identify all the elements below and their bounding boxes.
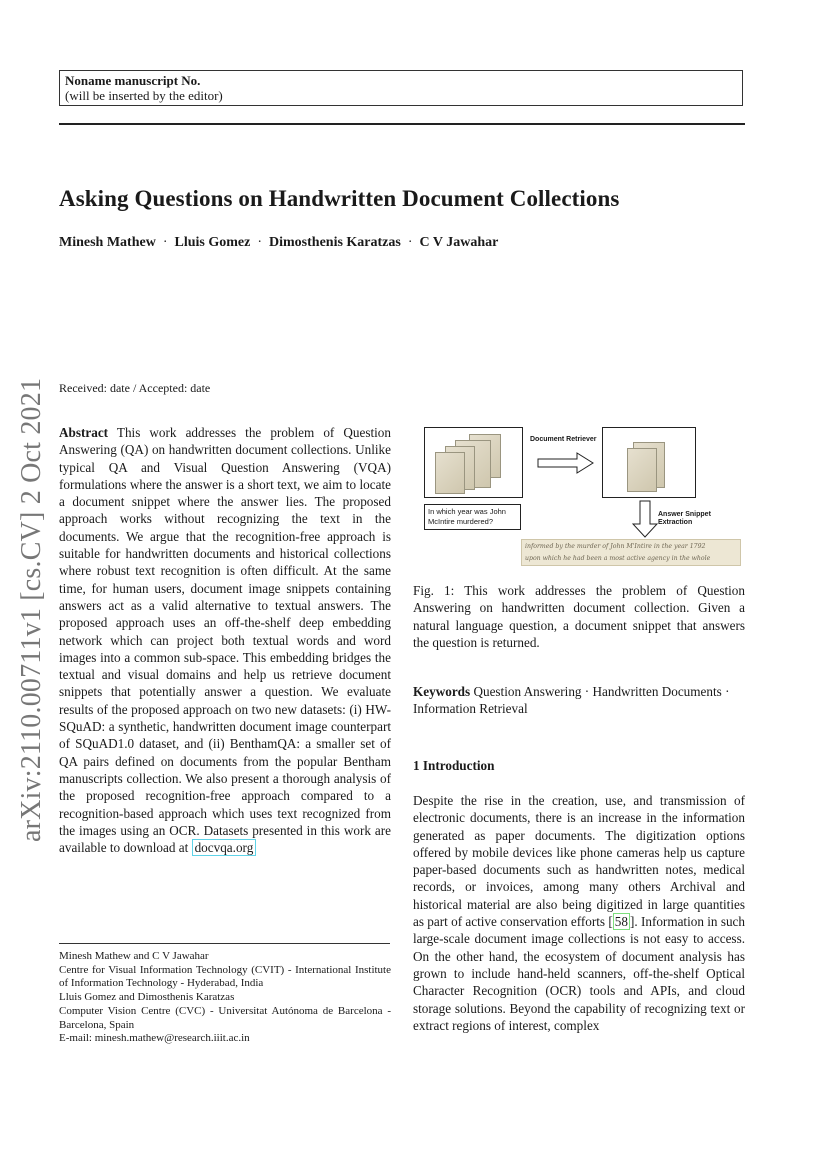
footnote-authors-1: Minesh Mathew and C V Jawahar <box>59 950 209 962</box>
extraction-label-line-2: Extraction <box>658 519 693 526</box>
figure-caption: Fig. 1: This work addresses the problem of Question Answering on handwritten document collection. Given a natural language question, a document snippet that answers the question is returned. <box>413 583 745 650</box>
arxiv-stamp: arXiv:2110.00711v1 [cs.CV] 2 Oct 2021 <box>16 377 47 842</box>
author-2: Lluis Gomez <box>174 235 251 250</box>
section-number: 1 <box>413 758 420 773</box>
snippet-line-2: upon which he had been a most active agency in the whole <box>525 555 711 562</box>
document-collection-box <box>424 427 523 498</box>
intro-text-part-1: Despite the rise in the creation, use, and transmission of electronic documents, there is an increase in the information generated as paper documents. The digitization options offered by mobile devices like phone cameras help us capture paper-based documents such as handwritten notes, medical records, or invoices, among many others Archival and historical material are also being digitized in large quantities as part of active conservation efforts <box>413 793 745 930</box>
citation-link[interactable]: 58 <box>614 914 628 930</box>
question-box: In which year was John McIntire murdered? <box>424 504 521 530</box>
author-list <box>59 235 498 251</box>
abstract-label: Abstract <box>59 425 109 440</box>
affiliations-footnote <box>59 950 391 1046</box>
down-arrow-icon <box>632 500 658 538</box>
introduction-text: Despite the rise in the creation, use, and transmission of electronic documents, there is an increase in the information generated as paper documents. The digitization options offered by mobile devices like phone cameras help us capture paper-based documents such as handwritten notes, medical records, or invoices, among many others Archival and historical material are also being digitized in large quantities as part of active conservation efforts [ 58 ]. Information in such large-scale document image collections is not easy to access. On the other hand, the ecosystem of document analysis has grown to include hand-held scanners, off-the-shelf Optical Character Recognition (OCR) tools and APIs, and cloud storage solutions. Beyond the capability of recognizing text or extract regions of interest, complex <box>413 793 745 1033</box>
section-heading <box>413 758 494 774</box>
keywords-label: Keywords <box>413 684 471 699</box>
section-title: Introduction <box>422 758 495 773</box>
snippet-line-1: informed by the murder of John M'Intire in the year 1792 <box>525 543 706 550</box>
extraction-label-line-1: Answer Snippet <box>658 511 711 518</box>
abstract-text: This work addresses the problem of Question Answering (QA) on handwritten document collections. Unlike typical QA and Visual Question Answering (VQA) formulations where the answer is a short text, we aim to locate a document snippet where the answer lies. The proposed approach works without recognizing the text in the documents. We argue that the recognition-free approach is suitable for handwritten documents and historical collections where robust text recognition is often difficult. At the same time, for human users, document image snippets containing answers act as a valid alternative to textual answers. The proposed approach uses an off-the-shelf deep embedding network which can project both textual words and word images into a common sub-space. This embedding bridges the textual and visual domains and help us retrieve document snippets that potentially answer a question. We evaluate results of the proposed approach on two new datasets: (i) HW-SQuAD: a synthetic, handwritten document image counterpart of SQuAD1.0 dataset, and (ii) BenthamQA: a smaller set of QA pairs defined on documents from the popular Bentham manuscripts collection. We also present a thorough analysis of the proposed recognition-free approach compared to a recognition-based approach which uses text recognized from the images using an OCR. Datasets presented in this work are available to download at <box>59 425 391 856</box>
footnote-authors-2: Lluis Gomez and Dimosthenis Karatzas <box>59 991 235 1004</box>
footnote-email: E-mail: minesh.mathew@research.iiit.ac.in <box>59 1032 250 1045</box>
dataset-link[interactable]: docvqa.org <box>192 839 257 856</box>
document-image <box>435 452 465 494</box>
footnote-rule <box>59 943 390 944</box>
answer-snippet-label <box>658 511 711 527</box>
received-date: Received: date / Accepted: date <box>59 381 211 395</box>
author-separator: · <box>162 235 168 250</box>
manuscript-number: Noname manuscript No. <box>65 73 201 88</box>
footnote-affiliation-2: Computer Vision Centre (CVC) - Universitat Autónoma de Barcelona - Barcelona, Spain <box>59 1004 391 1031</box>
document-retriever-label: Document Retriever <box>530 436 597 443</box>
author-4: C V Jawahar <box>419 235 499 250</box>
retrieved-documents-box <box>602 427 696 498</box>
document-image <box>627 448 657 492</box>
abstract <box>59 424 391 856</box>
manuscript-header-box <box>59 70 743 106</box>
title-rule <box>59 123 745 125</box>
right-arrow-icon <box>537 452 595 474</box>
keywords-text: Question Answering · Handwritten Documents · Information Retrieval <box>413 684 730 717</box>
intro-text-part-2: . Information in such large-scale document image collections is not easy to access. On the other hand, the ecosystem of document analysis has grown to include hand-held scanners, off-the-shelf Optical Character Recognition (OCR) tools and APIs, and cloud storage solutions. Beyond the capability of recognizing text or extract regions of interest, complex <box>413 914 745 1033</box>
footnote-affiliation-1: Centre for Visual Information Technology (CVIT) - International Institute of Information Technology - Hyderabad, India <box>59 963 391 990</box>
author-separator: · <box>257 235 263 250</box>
author-separator: · <box>407 235 413 250</box>
figure-1 <box>424 426 744 568</box>
keywords <box>413 683 745 718</box>
answer-snippet-image <box>521 539 741 566</box>
paper-title: Asking Questions on Handwritten Document Collections <box>59 186 620 211</box>
author-3: Dimosthenis Karatzas <box>269 235 401 250</box>
editor-note: (will be inserted by the editor) <box>65 88 223 103</box>
author-1: Minesh Mathew <box>59 235 156 250</box>
